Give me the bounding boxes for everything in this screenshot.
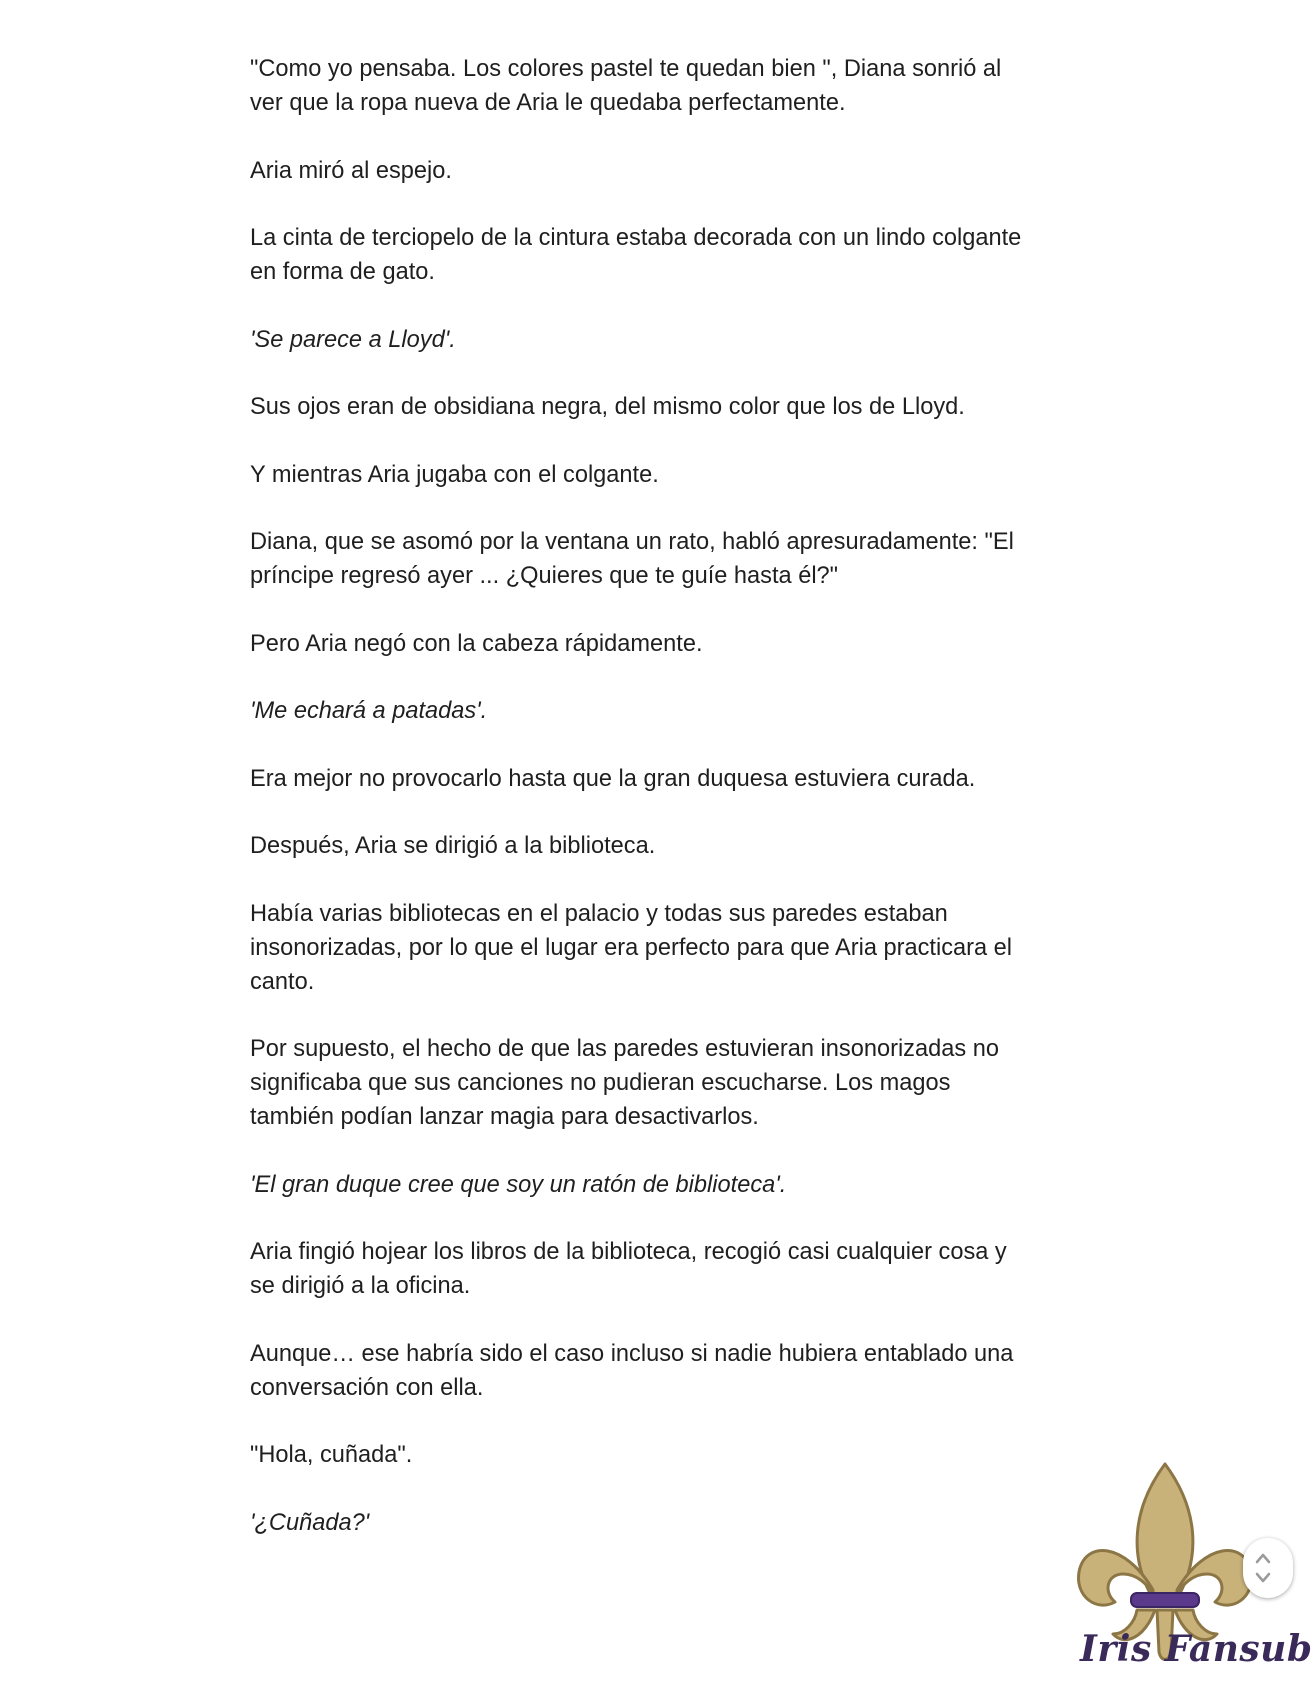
paragraph: Por supuesto, el hecho de que las paredes estuvieran insonorizadas no significaba que sus canciones no pudieran escucharse. Los magos también podían lanzar magia para desactivarlos.: [250, 1036, 999, 1130]
chevron-up-icon[interactable]: [1255, 1552, 1271, 1564]
paragraph: Pero Aria negó con la cabeza rápidamente.: [250, 630, 703, 657]
paragraph: Diana, que se asomó por la ventana un rato, habló apresuradamente: "El príncipe regresó ayer ... ¿Quieres que te guíe hasta él?": [250, 529, 1014, 589]
paragraph: Era mejor no provocarlo hasta que la gran duquesa estuviera curada.: [250, 765, 976, 792]
paragraph: Y mientras Aria jugaba con el colgante.: [250, 461, 659, 488]
scroll-control[interactable]: [1243, 1538, 1293, 1598]
paragraph: "Hola, cuñada".: [250, 1442, 413, 1468]
paragraph: "Como yo pensaba. Los colores pastel te quedan bien ", Diana sonrió al ver que la ropa nueva de Aria le quedaba perfectamente.: [250, 56, 1002, 116]
paragraph: Había varias bibliotecas en el palacio y todas sus paredes estaban insonorizadas, por lo que el lugar era perfecto para que Aria practicara el canto.: [250, 900, 1013, 995]
watermark-text: Iris Fansub: [1080, 1628, 1313, 1670]
paragraph: Después, Aria se dirigió a la biblioteca.: [250, 833, 656, 859]
paragraph: 'El gran duque cree que soy un ratón de biblioteca'.: [250, 1171, 787, 1198]
paragraph: 'Me echará a patadas'.: [250, 698, 488, 724]
paragraph: Aria miró al espejo.: [250, 157, 452, 184]
paragraph: La cinta de terciopelo de la cintura estaba decorada con un lindo colgante en forma de gato.: [250, 225, 1022, 285]
chevron-down-icon[interactable]: [1255, 1572, 1271, 1584]
paragraph: Aunque… ese habría sido el caso incluso si nadie hubiera entablado una conversación con ella.: [250, 1340, 1014, 1401]
paragraph: Sus ojos eran de obsidiana negra, del mismo color que los de Lloyd.: [250, 394, 965, 420]
paragraph: '¿Cuñada?': [250, 1509, 370, 1536]
paragraph: 'Se parece a Lloyd'.: [250, 326, 456, 353]
document-body: [250, 52, 1035, 1573]
paragraph: Aria fingió hojear los libros de la biblioteca, recogió casi cualquier cosa y se dirigió a la oficina.: [250, 1239, 1007, 1299]
